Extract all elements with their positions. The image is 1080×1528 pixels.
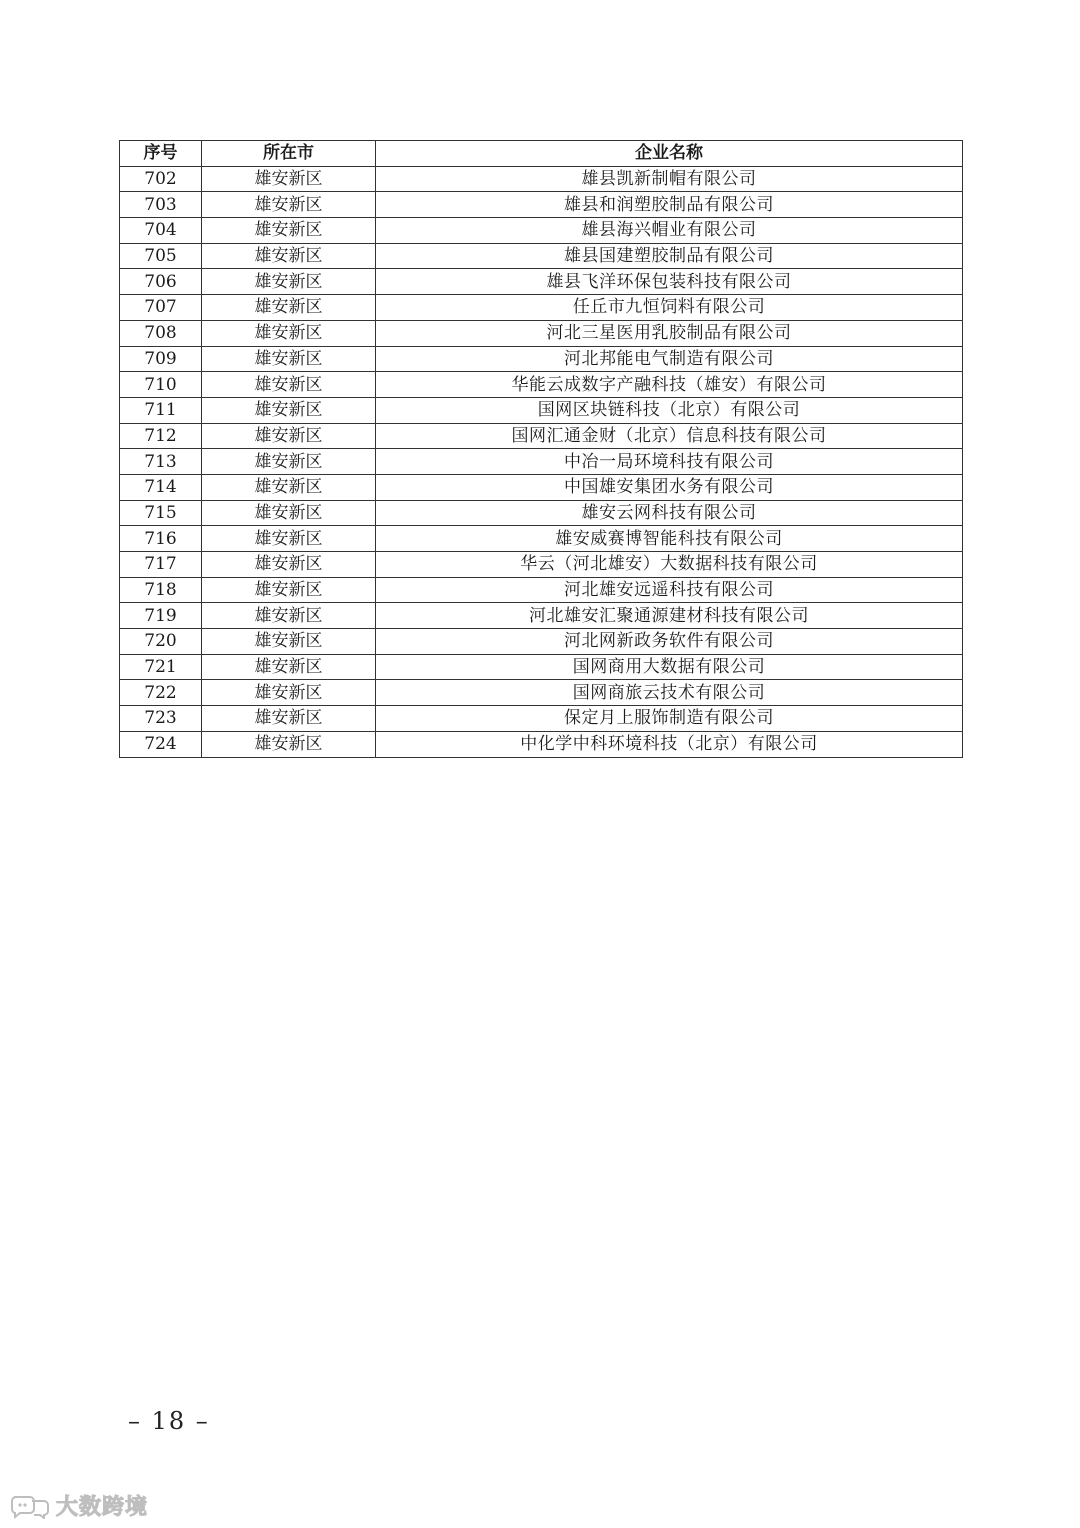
serial-number-cell: 705: [120, 243, 202, 269]
serial-number-cell: 722: [120, 680, 202, 706]
company-name-cell: 雄县国建塑胶制品有限公司: [376, 243, 963, 269]
city-cell: 雄安新区: [202, 166, 376, 192]
company-name-cell: 河北雄安汇聚通源建材科技有限公司: [376, 603, 963, 629]
city-cell: 雄安新区: [202, 320, 376, 346]
company-name-cell: 中冶一局环境科技有限公司: [376, 449, 963, 475]
table-row: [120, 372, 963, 398]
table-row: [120, 243, 963, 269]
table-row: [120, 295, 963, 321]
serial-number-cell: 703: [120, 192, 202, 218]
table-row: [120, 500, 963, 526]
company-name-cell: 国网商用大数据有限公司: [376, 654, 963, 680]
table-row: [120, 320, 963, 346]
city-cell: 雄安新区: [202, 731, 376, 757]
enterprise-table: [119, 140, 963, 758]
serial-number-cell: 707: [120, 295, 202, 321]
header-serial-number: 序号: [120, 141, 202, 167]
city-cell: 雄安新区: [202, 500, 376, 526]
page-number: – 18 –: [128, 1407, 210, 1435]
company-name-cell: 雄安威赛博智能科技有限公司: [376, 526, 963, 552]
serial-number-cell: 720: [120, 629, 202, 655]
table-row: [120, 603, 963, 629]
table-row: [120, 423, 963, 449]
table-row: [120, 269, 963, 295]
company-name-cell: 河北三星医用乳胶制品有限公司: [376, 320, 963, 346]
table-row: [120, 166, 963, 192]
company-name-cell: 中国雄安集团水务有限公司: [376, 474, 963, 500]
company-name-cell: 雄县和润塑胶制品有限公司: [376, 192, 963, 218]
serial-number-cell: 717: [120, 552, 202, 578]
serial-number-cell: 715: [120, 500, 202, 526]
serial-number-cell: 712: [120, 423, 202, 449]
city-cell: 雄安新区: [202, 295, 376, 321]
company-name-cell: 任丘市九恒饲料有限公司: [376, 295, 963, 321]
table-row: [120, 449, 963, 475]
serial-number-cell: 724: [120, 731, 202, 757]
city-cell: 雄安新区: [202, 706, 376, 732]
company-name-cell: 雄县海兴帽业有限公司: [376, 218, 963, 244]
serial-number-cell: 710: [120, 372, 202, 398]
watermark: [8, 1490, 148, 1521]
city-cell: 雄安新区: [202, 654, 376, 680]
table-row: [120, 552, 963, 578]
table-row: [120, 346, 963, 372]
table-row: [120, 680, 963, 706]
city-cell: 雄安新区: [202, 346, 376, 372]
serial-number-cell: 708: [120, 320, 202, 346]
city-cell: 雄安新区: [202, 474, 376, 500]
city-cell: 雄安新区: [202, 397, 376, 423]
chat-bubble-logo-icon: [8, 1493, 52, 1519]
city-cell: 雄安新区: [202, 526, 376, 552]
serial-number-cell: 711: [120, 397, 202, 423]
city-cell: 雄安新区: [202, 629, 376, 655]
serial-number-cell: 719: [120, 603, 202, 629]
table-row: [120, 397, 963, 423]
table-row: [120, 731, 963, 757]
company-name-cell: 河北网新政务软件有限公司: [376, 629, 963, 655]
table-body: [120, 166, 963, 757]
serial-number-cell: 709: [120, 346, 202, 372]
serial-number-cell: 718: [120, 577, 202, 603]
serial-number-cell: 716: [120, 526, 202, 552]
serial-number-cell: 714: [120, 474, 202, 500]
company-name-cell: 中化学中科环境科技（北京）有限公司: [376, 731, 963, 757]
company-name-cell: 河北邦能电气制造有限公司: [376, 346, 963, 372]
city-cell: 雄安新区: [202, 372, 376, 398]
company-name-cell: 雄县飞洋环保包装科技有限公司: [376, 269, 963, 295]
company-name-cell: 华能云成数字产融科技（雄安）有限公司: [376, 372, 963, 398]
city-cell: 雄安新区: [202, 192, 376, 218]
city-cell: 雄安新区: [202, 449, 376, 475]
serial-number-cell: 723: [120, 706, 202, 732]
serial-number-cell: 713: [120, 449, 202, 475]
table-row: [120, 526, 963, 552]
watermark-text: 大数跨境: [56, 1495, 149, 1520]
company-name-cell: 雄县凯新制帽有限公司: [376, 166, 963, 192]
company-name-cell: 国网区块链科技（北京）有限公司: [376, 397, 963, 423]
header-city: 所在市: [202, 141, 376, 167]
city-cell: 雄安新区: [202, 269, 376, 295]
table-row: [120, 654, 963, 680]
table-header-row: [120, 141, 963, 167]
serial-number-cell: 706: [120, 269, 202, 295]
table-row: [120, 218, 963, 244]
company-name-cell: 华云（河北雄安）大数据科技有限公司: [376, 552, 963, 578]
serial-number-cell: 721: [120, 654, 202, 680]
company-name-cell: 国网商旅云技术有限公司: [376, 680, 963, 706]
serial-number-cell: 702: [120, 166, 202, 192]
city-cell: 雄安新区: [202, 552, 376, 578]
table-row: [120, 474, 963, 500]
city-cell: 雄安新区: [202, 680, 376, 706]
company-name-cell: 保定月上服饰制造有限公司: [376, 706, 963, 732]
serial-number-cell: 704: [120, 218, 202, 244]
table-row: [120, 706, 963, 732]
company-name-cell: 国网汇通金财（北京）信息科技有限公司: [376, 423, 963, 449]
city-cell: 雄安新区: [202, 243, 376, 269]
header-company-name: 企业名称: [376, 141, 963, 167]
company-name-cell: 雄安云网科技有限公司: [376, 500, 963, 526]
table-row: [120, 577, 963, 603]
table-row: [120, 192, 963, 218]
company-name-cell: 河北雄安远遥科技有限公司: [376, 577, 963, 603]
city-cell: 雄安新区: [202, 603, 376, 629]
table-row: [120, 629, 963, 655]
city-cell: 雄安新区: [202, 218, 376, 244]
city-cell: 雄安新区: [202, 423, 376, 449]
city-cell: 雄安新区: [202, 577, 376, 603]
